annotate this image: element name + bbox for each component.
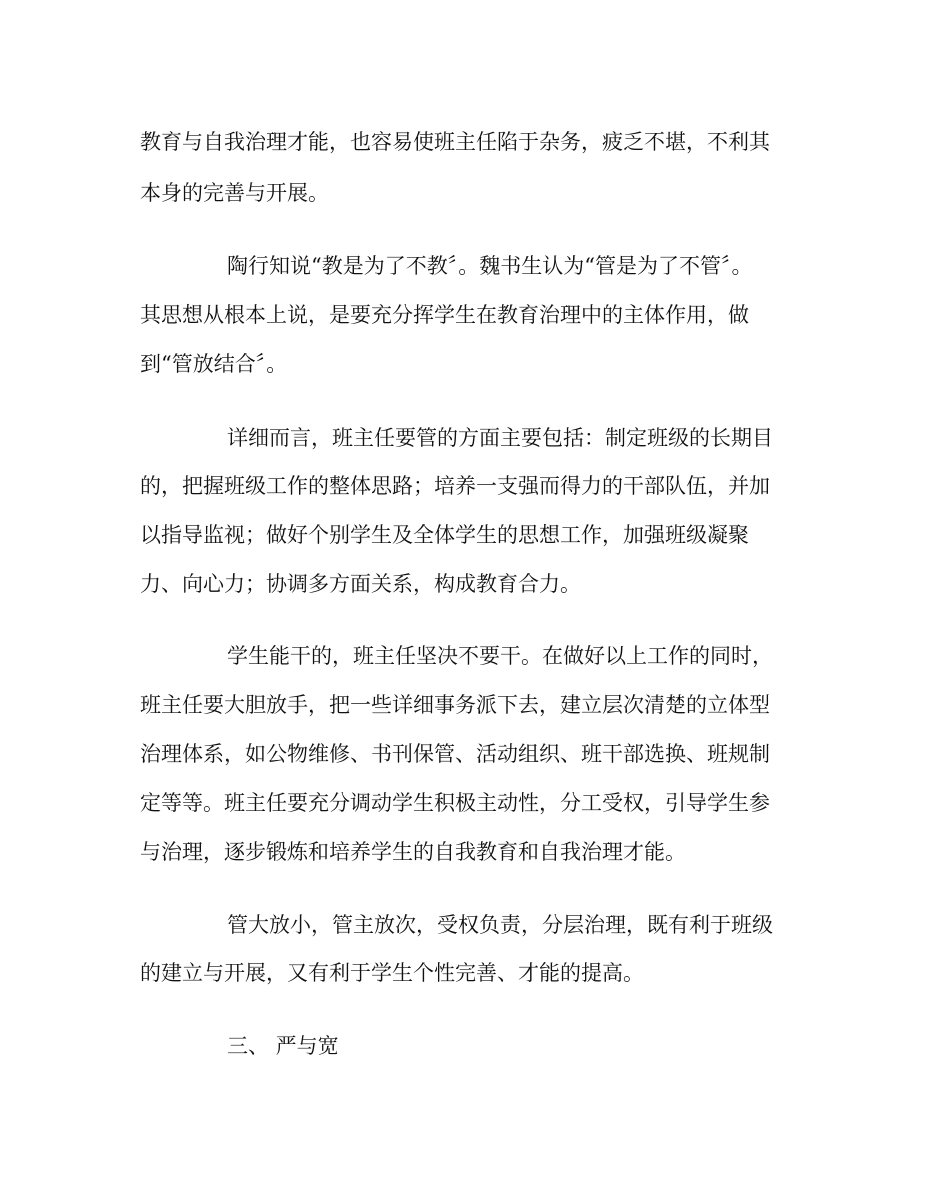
paragraph-line: 力、向心力；协调多方面关系，构成教育合力。 xyxy=(140,572,581,596)
paragraph-line: 其思想从根本上说，是要充分挥学生在教育治理中的主体作用，做 xyxy=(140,303,749,327)
section-heading: 三、 严与宽 xyxy=(227,1034,339,1058)
paragraph-line: 陶行知说“教是为了不教〞。魏书生认为“管是为了不管〞。 xyxy=(227,254,753,278)
paragraph-line: 到“管放结合〞。 xyxy=(140,352,288,376)
paragraph-line: 与治理，逐步锻炼和培养学生的自我教育和自我治理才能。 xyxy=(140,840,686,864)
paragraph-line: 管大放小，管主放次，受权负责，分层治理，既有利于班级 xyxy=(227,913,773,937)
paragraph-line: 定等等。班主任要充分调动学生积极主动性，分工受权，引导学生参 xyxy=(140,791,770,815)
paragraph-line: 教育与自我治理才能，也容易使班主任陷于杂务，疲乏不堪，不利其 xyxy=(140,130,770,154)
paragraph-line: 以指导监视；做好个别学生及全体学生的思想工作，加强班级凝聚 xyxy=(140,523,749,547)
paragraph-line: 的建立与开展，又有利于学生个性完善、才能的提高。 xyxy=(140,961,644,985)
paragraph-line: 学生能干的，班主任坚决不要干。在做好以上工作的同时， xyxy=(227,644,773,668)
paragraph-line: 的，把握班级工作的整体思路；培养一支强而得力的干部队伍，并加 xyxy=(140,474,770,498)
paragraph-line: 班主任要大胆放手，把一些详细事务派下去，建立层次清楚的立体型 xyxy=(140,693,770,717)
paragraph-line: 治理体系，如公物维修、书刊保管、活动组织、班干部选换、班规制 xyxy=(140,742,770,766)
paragraph-line: 本身的完善与开展。 xyxy=(140,181,329,205)
paragraph-line: 详细而言，班主任要管的方面主要包括：制定班级的长期目 xyxy=(227,426,773,450)
